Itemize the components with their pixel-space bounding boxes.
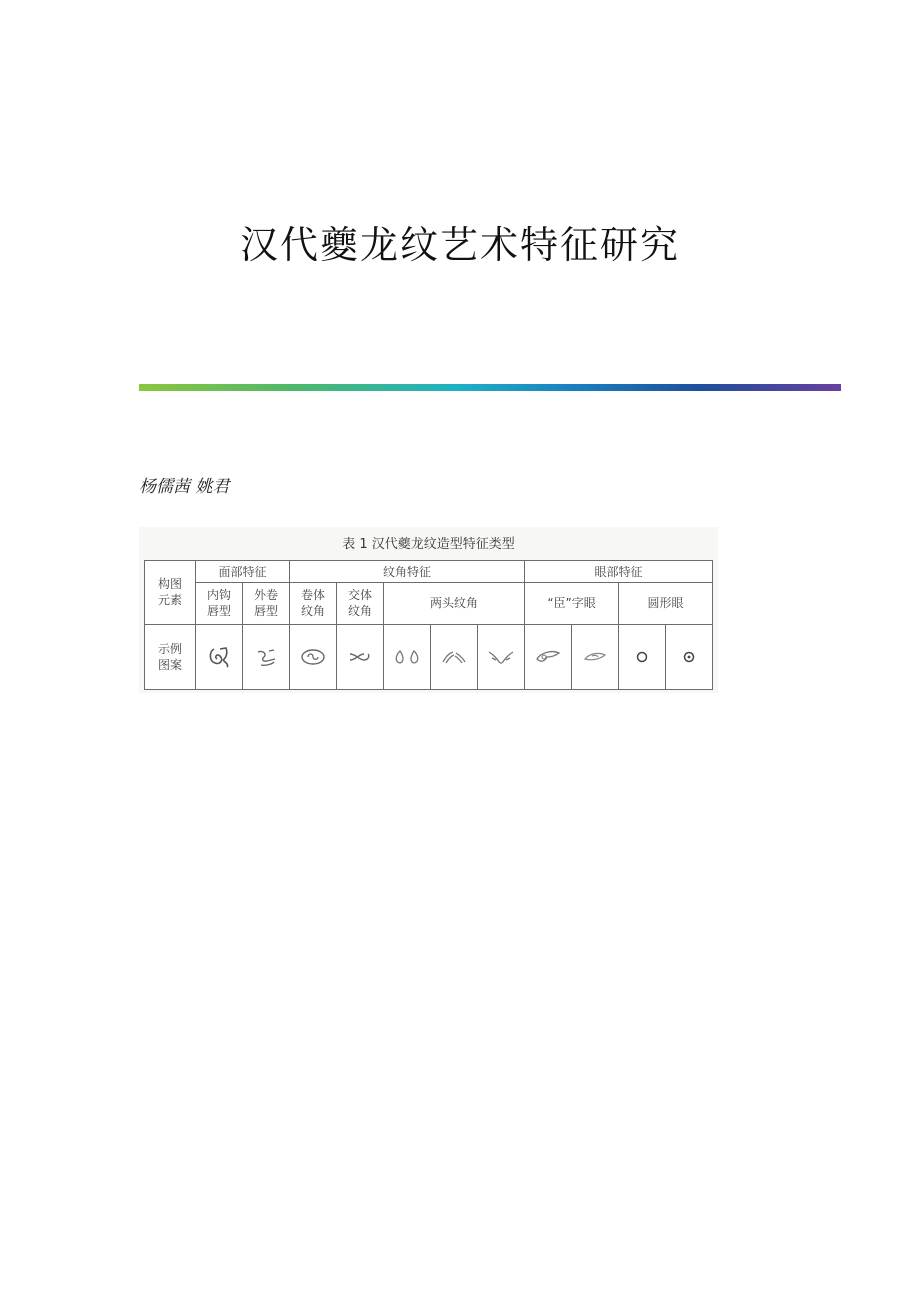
row-header-examples [145, 624, 196, 689]
round-eye-icon-1 [635, 650, 649, 664]
chen-eye-icon-1 [533, 647, 563, 667]
subtype-chen-eye: “臣”字眼 [525, 583, 619, 625]
subtype-outer-curl-lip [243, 583, 290, 625]
pattern-cell [619, 624, 666, 689]
round-eye-icon-2 [682, 650, 696, 664]
two-head-horn-icon-3 [486, 647, 516, 667]
feature-table [144, 560, 713, 690]
subtype-inner-hook-lip-line-2: 唇型 [206, 604, 231, 619]
table-figure [139, 527, 718, 693]
group-face-features: 面部特征 [196, 561, 290, 583]
two-head-horn-icon-2 [439, 647, 469, 667]
inner-hook-lip-icon [206, 644, 232, 670]
pattern-cell [337, 624, 384, 689]
subtype-cross-body-horn-line-2: 纹角 [348, 604, 373, 619]
cross-horn-icon [347, 647, 373, 667]
gradient-divider [139, 384, 841, 391]
subtype-inner-hook-lip-line-1: 内钩 [206, 588, 231, 603]
pattern-cell [478, 624, 525, 689]
subtype-outer-curl-lip-line-2: 唇型 [254, 604, 279, 619]
table-caption: 表 1 汉代夔龙纹造型特征类型 [342, 537, 515, 552]
pattern-cell [525, 624, 572, 689]
subtype-two-head-horn: 两头纹角 [384, 583, 525, 625]
outer-curl-lip-icon [253, 644, 279, 670]
two-head-horn-icon-1 [392, 647, 422, 667]
pattern-cell [431, 624, 478, 689]
pattern-cell [666, 624, 713, 689]
group-eye-features: 眼部特征 [525, 561, 713, 583]
authors: 杨儒茜 姚君 [139, 477, 230, 497]
subtype-curl-body-horn-line-2: 纹角 [301, 604, 326, 619]
row-header-examples-line-1: 示例 [157, 641, 182, 656]
curl-horn-icon [299, 646, 327, 668]
row-header-elements-line-2: 元素 [157, 593, 182, 608]
row-header-elements [145, 561, 196, 625]
subtype-cross-body-horn-line-1: 交体 [348, 588, 373, 603]
pattern-cell [290, 624, 337, 689]
pattern-cell [572, 624, 619, 689]
subtype-curl-body-horn-line-1: 卷体 [301, 588, 326, 603]
chen-eye-icon-2 [580, 647, 610, 667]
subtype-round-eye: 圆形眼 [619, 583, 713, 625]
row-header-elements-line-1: 构图 [157, 577, 182, 592]
row-header-examples-line-2: 图案 [157, 657, 182, 672]
subtype-outer-curl-lip-line-1: 外卷 [254, 588, 279, 603]
group-horn-features: 纹角特征 [290, 561, 525, 583]
subtype-curl-body-horn [290, 583, 337, 625]
subtype-cross-body-horn [337, 583, 384, 625]
document-title: 汉代夔龙纹艺术特征研究 [239, 223, 680, 267]
pattern-cell [196, 624, 243, 689]
pattern-cell [384, 624, 431, 689]
pattern-cell [243, 624, 290, 689]
subtype-inner-hook-lip [196, 583, 243, 625]
